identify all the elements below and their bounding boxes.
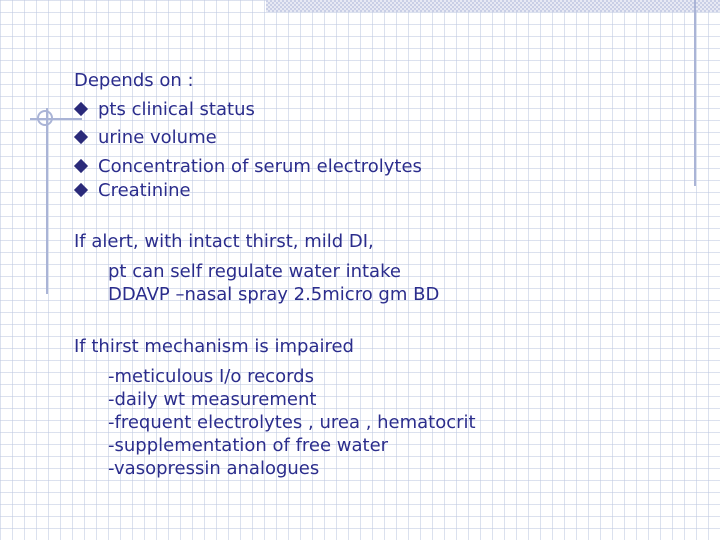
bullet-text: Creatinine: [98, 180, 191, 201]
impaired-line: -meticulous I/o records: [108, 366, 314, 387]
impaired-line: -vasopressin analogues: [108, 458, 320, 479]
bullet-text: Concentration of serum electrolytes: [98, 156, 422, 177]
right-decorative-line: [694, 0, 696, 186]
left-decorative-circle: [37, 110, 53, 126]
impaired-line: -frequent electrolytes , urea , hematocrit: [108, 412, 476, 433]
alert-condition-title: If alert, with intact thirst, mild DI,: [74, 231, 374, 252]
heading-depends-on: Depends on :: [74, 70, 194, 91]
top-decorative-bar: [266, 0, 720, 12]
diamond-bullet-icon: [74, 102, 88, 116]
diamond-bullet-icon: [74, 130, 88, 144]
bullet-text: pts clinical status: [98, 99, 255, 120]
bullet-text: urine volume: [98, 127, 217, 148]
alert-line: pt can self regulate water intake: [108, 261, 401, 282]
impaired-line: -daily wt measurement: [108, 389, 317, 410]
left-decorative-line: [46, 108, 48, 294]
impaired-condition-title: If thirst mechanism is impaired: [74, 336, 354, 357]
diamond-bullet-icon: [74, 183, 88, 197]
alert-line: DDAVP –nasal spray 2.5micro gm BD: [108, 284, 440, 305]
impaired-line: -supplementation of free water: [108, 435, 389, 456]
diamond-bullet-icon: [74, 159, 88, 173]
